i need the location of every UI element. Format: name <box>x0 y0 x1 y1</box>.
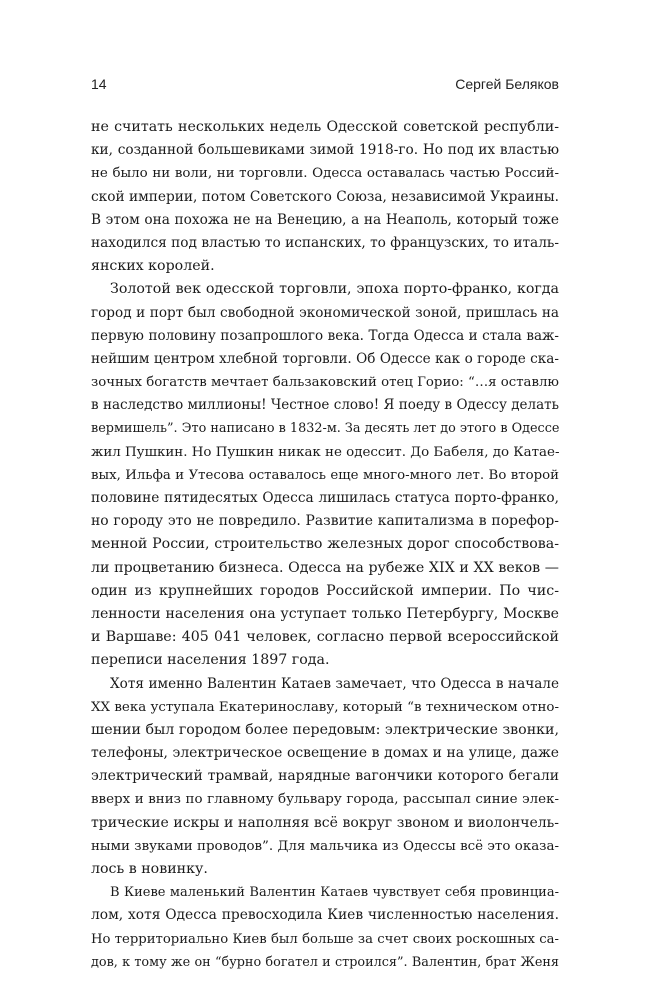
text-line: и Варшаве: 405 041 человек, согласно первой всероссийской <box>91 629 559 646</box>
text-line: дов, к тому же он “бурно богател и строился”. Валентин, брат Женя <box>91 954 559 970</box>
text-line: но городу это не повредило. Развитие капитализма в порефор- <box>91 513 559 530</box>
text-line: ными звуками проводов”. Для мальчика из Одессы всё это оказа- <box>91 838 559 854</box>
text-line: вых, Ильфа и Утесова оставалось еще много-много лет. Во второй <box>91 467 559 483</box>
text-line: электрический трамвай, нарядные вагончики которого бегали <box>91 768 559 785</box>
text-line: ли процветанию бизнеса. Одесса на рубеже XIX и XX веков — <box>91 559 559 576</box>
text-line: жил Пушкин. Но Пушкин никак не одессит. До Бабеля, до Катае- <box>91 444 559 460</box>
text-line: вермишель”. Это написано в 1832-м. За десять лет до этого в Одессе <box>91 421 559 437</box>
text-line: в наследство миллионы! Честное слово! Я поеду в Одессу делать <box>91 397 559 414</box>
text-line: В этом она похожа не на Венецию, а на Неаполь, который тоже <box>91 211 559 228</box>
text-line: ленности населения она уступает только Петербургу, Москве <box>91 605 559 622</box>
text-line: ской империи, потом Советского Союза, независимой Украины. <box>91 188 559 205</box>
page-number: 14 <box>91 76 107 92</box>
text-line: находился под властью то испанских, то французских, то италь- <box>91 234 559 251</box>
text-line: зочных богатств мечтает бальзаковский отец Горио: “…я оставлю <box>91 375 559 391</box>
text-line: ки, созданной большевиками зимой 1918-го. Но под их властью <box>91 142 559 159</box>
text-line: не считать нескольких недель Одесской советской республи- <box>91 119 559 135</box>
text-line: Но территориально Киев был больше за счет своих роскошных са- <box>91 931 559 947</box>
text-line: трические искры и наполняя всё вокруг звоном и виолончель- <box>91 814 559 831</box>
page-header <box>91 76 559 98</box>
text-line: один из крупнейших городов Российской империи. По чис- <box>91 582 559 599</box>
text-line: вверх и вниз по главному бульвару города, рассыпал синие элек- <box>91 792 559 808</box>
text-line: не было ни воли, ни торговли. Одесса оставалась частью Россий- <box>91 166 559 182</box>
text-line: нейшим центром хлебной торговли. Об Одессе как о городе ска- <box>91 350 559 367</box>
text-line: лом, хотя Одесса превосходила Киев численностью населения. <box>91 907 559 924</box>
paragraph-start-line: В Киеве маленький Валентин Катаев чувствует себя провинциа- <box>110 885 559 901</box>
body-text <box>91 116 559 974</box>
text-line: шении был городом более передовым: электрические звонки, <box>91 721 559 738</box>
paragraph-start-line: Золотой век одесской торговли, эпоха порто-франко, когда <box>110 281 559 298</box>
text-line: янских королей. <box>91 258 215 275</box>
text-line: переписи населения 1897 года. <box>91 652 330 669</box>
text-line: лось в новинку. <box>91 861 208 877</box>
text-line: XX века уступала Екатеринославу, который “в техническом отно- <box>91 699 559 715</box>
text-line: менной России, строительство железных дорог способствова- <box>91 536 559 553</box>
text-line: половине пятидесятых Одесса лишилась статуса порто-франко, <box>91 490 559 506</box>
text-line: город и порт был свободной экономической зоной, пришлась на <box>91 304 559 321</box>
running-head-author: Сергей Беляков <box>455 76 559 92</box>
text-line: первую половину позапрошлого века. Тогда Одесса и стала важ- <box>91 327 559 344</box>
paragraph-start-line: Хотя именно Валентин Катаев замечает, что Одесса в начале <box>110 675 559 692</box>
text-line: телефоны, электрическое освещение в домах и на улице, даже <box>91 745 559 762</box>
